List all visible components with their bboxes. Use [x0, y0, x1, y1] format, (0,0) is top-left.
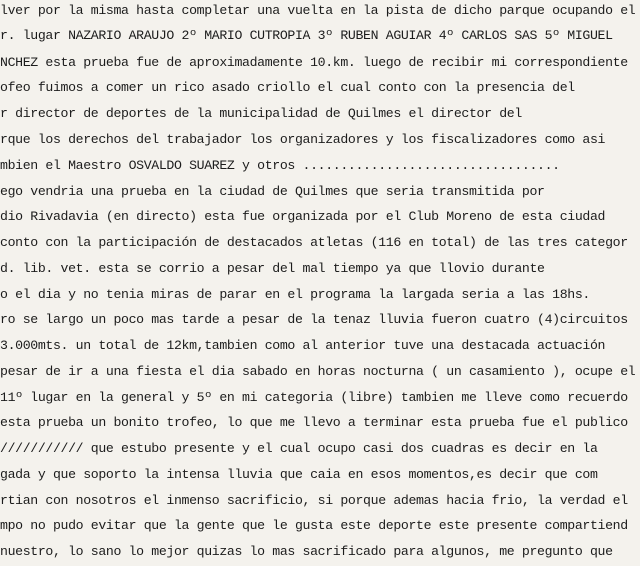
text-line: o el dia y no tenia miras de parar en el programa la largada seria a las 18hs.: [0, 287, 590, 302]
text-line: conto con la participación de destacados atletas (116 en total) de las tres categor: [0, 235, 628, 250]
text-line: 3.000mts. un total de 12km,tambien como al anterior tuve una destacada actuación: [0, 338, 606, 353]
text-line: ego vendria una prueba en la ciudad de Quilmes que seria transmitida por: [0, 184, 545, 199]
text-line: esta prueba un bonito trofeo, lo que me llevo a terminar esta prueba fue el publico: [0, 415, 628, 430]
text-line: lver por la misma hasta completar una vuelta en la pista de dicho parque ocupando el: [0, 3, 636, 18]
text-line: mpo no pudo evitar que la gente que le gusta este deporte este presente compartiend: [0, 518, 628, 533]
text-line: ofeo fuimos a comer un rico asado criollo el cual conto con la presencia del: [0, 80, 575, 95]
text-line: gada y que soporto la intensa lluvia que caia en esos momentos,es decir que com: [0, 467, 598, 482]
text-line: nuestro, lo sano lo mejor quizas lo mas sacrificado para algunos, me pregunto que: [0, 544, 613, 559]
text-line: /////////// que estubo presente y el cual ocupo casi dos cuadras es decir en la: [0, 441, 598, 456]
text-line: ro se largo un poco mas tarde a pesar de la tenaz lluvia fueron cuatro (4)circuitos: [0, 312, 628, 327]
text-line: rtian con nosotros el inmenso sacrificio, si porque ademas hacia frio, la verdad el: [0, 493, 628, 508]
text-line: 11º lugar en la general y 5º en mi categoria (libre) tambien me lleve como recuerdo: [0, 390, 628, 405]
text-line: pesar de ir a una fiesta el dia sabado en horas nocturna ( un casamiento ), ocupe el: [0, 364, 636, 379]
text-line: mbien el Maestro OSVALDO SUAREZ y otros ..................................: [0, 158, 560, 173]
text-line: dio Rivadavia (en directo) esta fue organizada por el Club Moreno de esta ciudad: [0, 209, 606, 224]
text-line: NCHEZ esta prueba fue de aproximadamente 10.km. luego de recibir mi correspondiente: [0, 55, 628, 70]
text-line: r director de deportes de la municipalidad de Quilmes el director del: [0, 106, 522, 121]
text-line: r. lugar NAZARIO ARAUJO 2º MARIO CUTROPIA 3º RUBEN AGUIAR 4º CARLOS SAS 5º MIGUEL: [0, 28, 613, 43]
text-line: d. lib. vet. esta se corrio a pesar del mal tiempo ya que llovio durante: [0, 261, 545, 276]
text-line: rque los derechos del trabajador los organizadores y los fiscalizadores como asi: [0, 132, 606, 147]
